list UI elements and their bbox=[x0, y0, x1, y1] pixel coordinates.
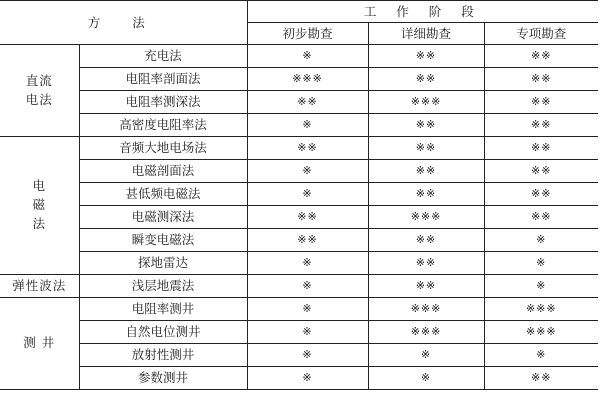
special-rating-cell: ※※※ bbox=[484, 321, 598, 344]
table-row bbox=[0, 229, 598, 252]
preliminary-rating-cell: ※※ bbox=[247, 206, 368, 229]
preliminary-rating-cell: ※※※ bbox=[247, 68, 368, 91]
preliminary-rating-cell: ※ bbox=[247, 298, 368, 321]
detailed-rating-cell: ※※ bbox=[368, 160, 484, 183]
table-row bbox=[0, 344, 598, 367]
method-name-cell: 音频大地电场法 bbox=[79, 137, 247, 160]
method-group-cell: 测 井 bbox=[0, 298, 79, 390]
special-rating-cell: ※ bbox=[484, 275, 598, 298]
table-row bbox=[0, 206, 598, 229]
special-rating-cell: ※※ bbox=[484, 68, 598, 91]
table-row bbox=[0, 298, 598, 321]
detailed-rating-cell: ※※※ bbox=[368, 298, 484, 321]
method-name-cell: 充电法 bbox=[79, 45, 247, 68]
stage-header-preliminary: 初步勘查 bbox=[247, 23, 368, 45]
special-rating-cell: ※※ bbox=[484, 91, 598, 114]
preliminary-rating-cell: ※ bbox=[247, 183, 368, 206]
method-name-cell: 甚低频电磁法 bbox=[79, 183, 247, 206]
method-group-cell: 弹性波法 bbox=[0, 275, 79, 298]
method-name-cell: 电阻率测井 bbox=[79, 298, 247, 321]
detailed-rating-cell: ※※ bbox=[368, 183, 484, 206]
table-row bbox=[0, 252, 598, 275]
method-header-cell bbox=[0, 1, 247, 45]
special-rating-cell: ※※ bbox=[484, 45, 598, 68]
method-name-cell: 高密度电阻率法 bbox=[79, 114, 247, 137]
preliminary-rating-cell: ※ bbox=[247, 344, 368, 367]
preliminary-rating-cell: ※※ bbox=[247, 91, 368, 114]
method-name-cell: 瞬变电磁法 bbox=[79, 229, 247, 252]
table-row bbox=[0, 68, 598, 91]
method-group-cell: 直流 电法 bbox=[0, 45, 79, 137]
method-name-cell: 放射性测井 bbox=[79, 344, 247, 367]
preliminary-rating-cell: ※ bbox=[247, 252, 368, 275]
special-rating-cell: ※※ bbox=[484, 114, 598, 137]
table-row bbox=[0, 321, 598, 344]
stage-header-label: 工 作 阶 段 bbox=[363, 3, 482, 19]
detailed-rating-cell: ※※ bbox=[368, 68, 484, 91]
special-rating-cell: ※※ bbox=[484, 367, 598, 390]
special-rating-cell: ※※ bbox=[484, 160, 598, 183]
method-name-cell: 浅层地震法 bbox=[79, 275, 247, 298]
method-name-cell: 电阻率测深法 bbox=[79, 91, 247, 114]
special-rating-cell: ※※ bbox=[484, 183, 598, 206]
preliminary-rating-cell: ※ bbox=[247, 45, 368, 68]
table-row bbox=[0, 137, 598, 160]
detailed-rating-cell: ※※ bbox=[368, 114, 484, 137]
special-rating-cell: ※※※ bbox=[484, 298, 598, 321]
preliminary-rating-cell: ※ bbox=[247, 275, 368, 298]
preliminary-rating-cell: ※ bbox=[247, 367, 368, 390]
method-name-cell: 探地雷达 bbox=[79, 252, 247, 275]
preliminary-rating-cell: ※※ bbox=[247, 229, 368, 252]
stage-header-detailed: 详细勘查 bbox=[368, 23, 484, 45]
special-rating-cell: ※ bbox=[484, 344, 598, 367]
detailed-rating-cell: ※※※ bbox=[368, 321, 484, 344]
detailed-rating-cell: ※※※ bbox=[368, 91, 484, 114]
preliminary-rating-cell: ※ bbox=[247, 160, 368, 183]
table-row bbox=[0, 45, 598, 68]
detailed-rating-cell: ※※※ bbox=[368, 206, 484, 229]
table-body bbox=[0, 1, 598, 390]
stage-header-cell bbox=[247, 1, 598, 23]
method-name-cell: 电磁测深法 bbox=[79, 206, 247, 229]
header-row-top bbox=[0, 1, 598, 23]
table-row bbox=[0, 114, 598, 137]
table-row bbox=[0, 183, 598, 206]
table-row bbox=[0, 275, 598, 298]
method-group-cell: 电 磁 法 bbox=[0, 137, 79, 275]
detailed-rating-cell: ※ bbox=[368, 367, 484, 390]
special-rating-cell: ※ bbox=[484, 229, 598, 252]
preliminary-rating-cell: ※※ bbox=[247, 137, 368, 160]
method-name-cell: 自然电位测井 bbox=[79, 321, 247, 344]
detailed-rating-cell: ※※ bbox=[368, 229, 484, 252]
table-row bbox=[0, 367, 598, 390]
method-name-cell: 电磁剖面法 bbox=[79, 160, 247, 183]
preliminary-rating-cell: ※ bbox=[247, 114, 368, 137]
special-rating-cell: ※※ bbox=[484, 137, 598, 160]
detailed-rating-cell: ※※ bbox=[368, 252, 484, 275]
special-rating-cell: ※※ bbox=[484, 206, 598, 229]
method-header-label: 方 法 bbox=[87, 14, 159, 30]
stage-header-special: 专项勘查 bbox=[484, 23, 598, 45]
detailed-rating-cell: ※※ bbox=[368, 137, 484, 160]
detailed-rating-cell: ※ bbox=[368, 344, 484, 367]
special-rating-cell: ※ bbox=[484, 252, 598, 275]
detailed-rating-cell: ※※ bbox=[368, 45, 484, 68]
table-row bbox=[0, 160, 598, 183]
preliminary-rating-cell: ※ bbox=[247, 321, 368, 344]
method-name-cell: 电阻率剖面法 bbox=[79, 68, 247, 91]
method-name-cell: 参数测井 bbox=[79, 367, 247, 390]
detailed-rating-cell: ※※ bbox=[368, 275, 484, 298]
table-row bbox=[0, 91, 598, 114]
